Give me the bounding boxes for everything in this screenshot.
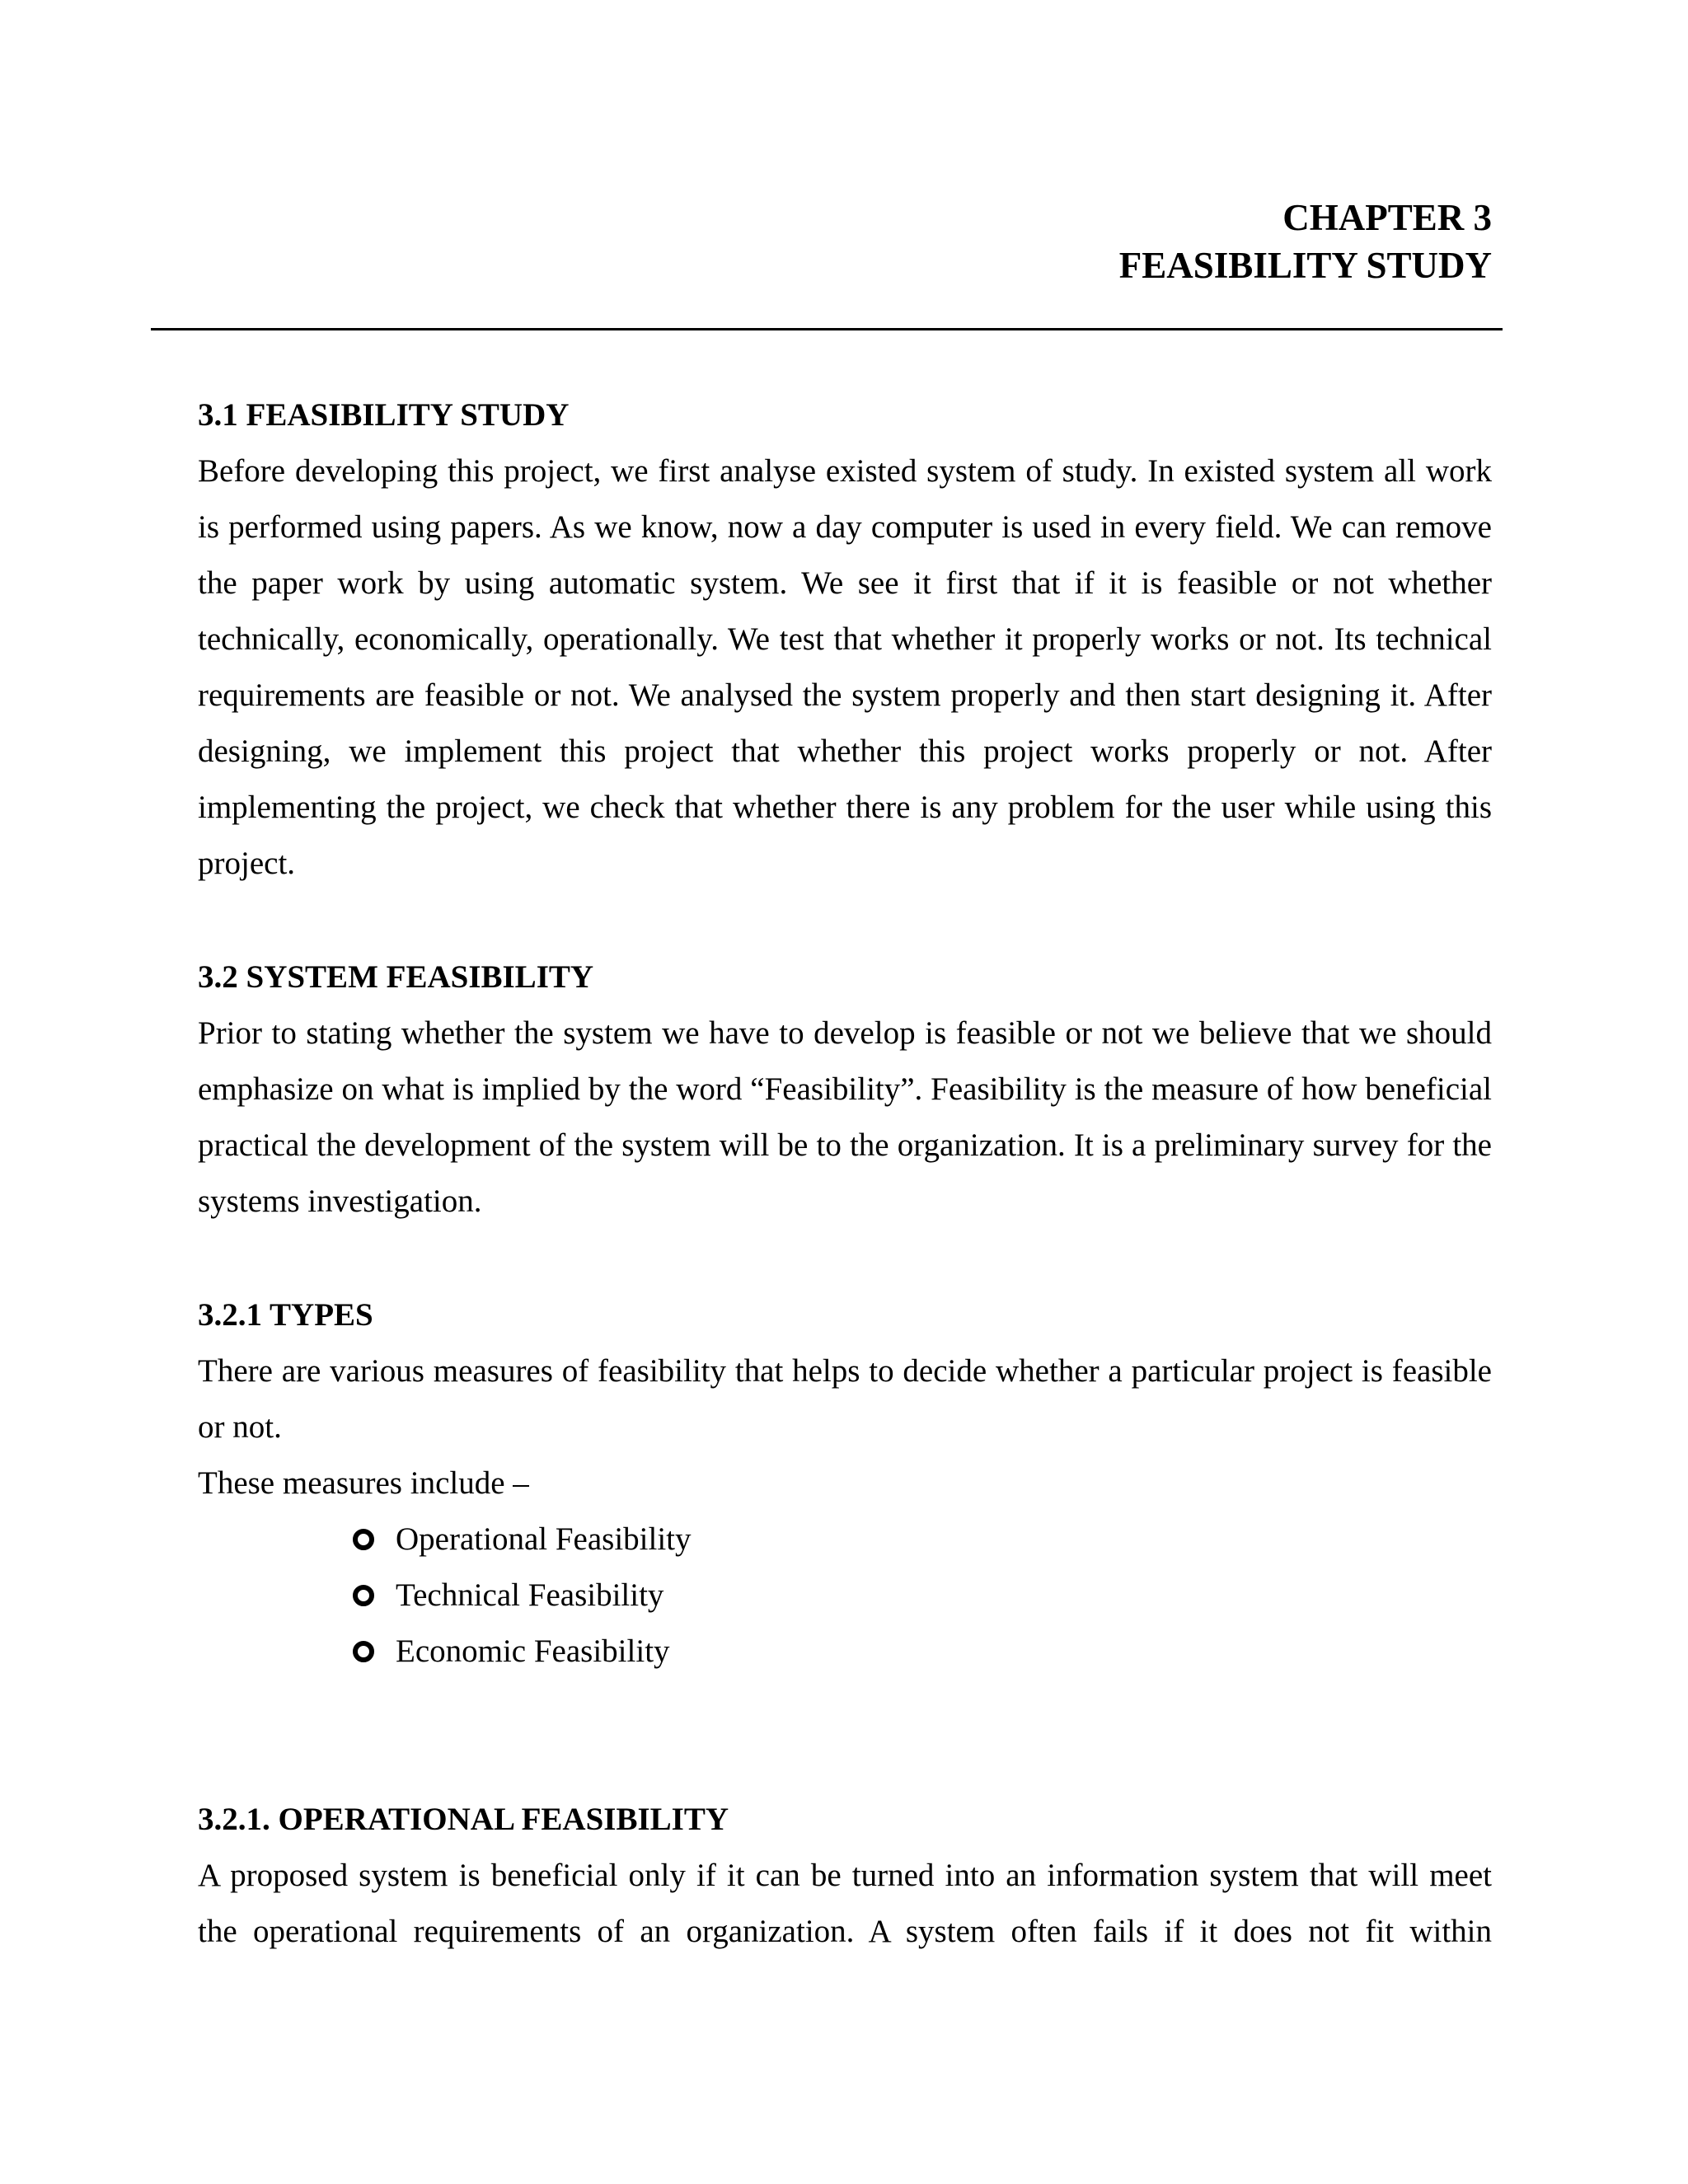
list-item-label: Operational Feasibility bbox=[396, 1521, 692, 1557]
spacer bbox=[198, 892, 1492, 949]
header-divider bbox=[151, 328, 1503, 330]
list-item-label: Economic Feasibility bbox=[396, 1633, 670, 1669]
spacer bbox=[198, 1230, 1492, 1287]
section-paragraph: There are various measures of feasibility that helps to decide whether a particular project is feasible or not. bbox=[198, 1353, 1492, 1445]
list-intro: These measures include – bbox=[198, 1465, 529, 1501]
section-heading: 3.2.1. OPERATIONAL FEASIBILITY bbox=[198, 1802, 729, 1837]
section-3-2 bbox=[198, 949, 1492, 1230]
section-paragraph: Prior to stating whether the system we have to develop is feasible or not we believe that we should emphasize on what is implied by the word “Feasibility”. Feasibility is the measure of how beneficial practical the development of the system will be to the organization. It is a preliminary survey for the systems investigation. bbox=[198, 1015, 1492, 1219]
list-item bbox=[353, 1624, 1492, 1680]
document-body bbox=[198, 387, 1492, 1960]
feasibility-types-list bbox=[198, 1511, 1492, 1680]
circle-bullet-icon bbox=[353, 1585, 374, 1606]
section-heading: 3.2.1 TYPES bbox=[198, 1297, 373, 1333]
circle-bullet-icon bbox=[353, 1529, 374, 1550]
section-operational-feasibility bbox=[198, 1792, 1492, 1960]
circle-bullet-icon bbox=[353, 1641, 374, 1662]
chapter-number: CHAPTER 3 bbox=[1282, 197, 1492, 238]
list-item bbox=[353, 1568, 1492, 1624]
section-heading: 3.2 SYSTEM FEASIBILITY bbox=[198, 959, 594, 995]
list-item bbox=[353, 1511, 1492, 1568]
section-paragraph: A proposed system is beneficial only if it can be turned into an information system that will meet the operational requirements of an organization. A system often fails if it does not fit within bbox=[198, 1858, 1492, 1949]
section-heading: 3.1 FEASIBILITY STUDY bbox=[198, 397, 570, 433]
chapter-header bbox=[151, 194, 1492, 289]
section-paragraph: Before developing this project, we first analyse existed system of study. In existed system all work is performed using papers. As we know, now a day computer is used in every field. We can remove the paper work by using automatic system. We see it first that if it is feasible or not whether technically, economically, operationally. We test that whether it properly works or not. Its technical requirements are feasible or not. We analysed the system properly and then start designing it. After designing, we implement this project that whether this project works properly or not. After implementing the project, we check that whether there is any problem for the user while using this project. bbox=[198, 453, 1492, 881]
section-3-1 bbox=[198, 387, 1492, 892]
chapter-title: FEASIBILITY STUDY bbox=[1118, 245, 1492, 286]
list-item-label: Technical Feasibility bbox=[396, 1577, 664, 1613]
spacer bbox=[198, 1680, 1492, 1792]
section-3-2-1 bbox=[198, 1287, 1492, 1680]
